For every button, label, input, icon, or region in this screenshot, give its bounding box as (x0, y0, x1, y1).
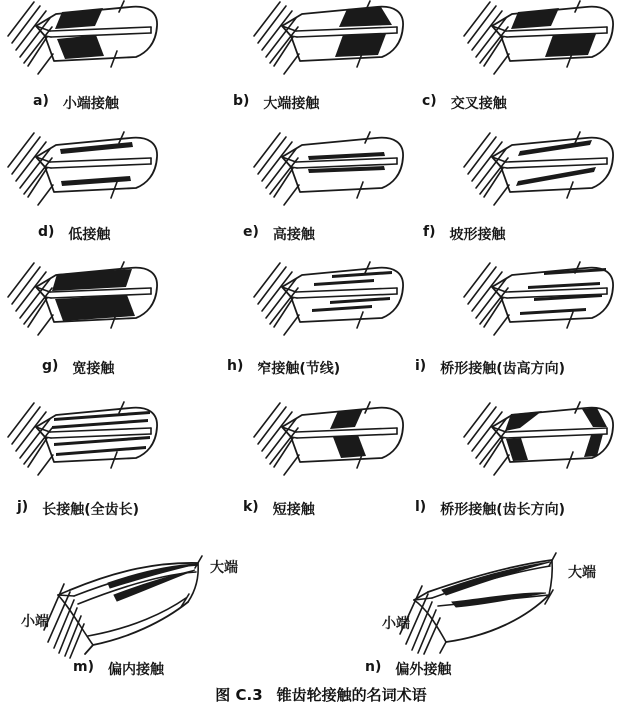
contact-patch (520, 308, 586, 315)
figure-caption-title: 锥齿轮接触的名词术语 (276, 686, 427, 704)
figure-label-i (415, 358, 565, 378)
small-end-face (58, 595, 93, 645)
hatch-line (274, 438, 293, 467)
figure-letter: n) (365, 659, 382, 675)
tooth-edge-line (506, 158, 607, 162)
figure-title: 短接触 (272, 502, 315, 518)
contact-patch (333, 435, 366, 458)
figure-letter: d) (38, 224, 55, 240)
figure-title: 坡形接触 (449, 227, 506, 243)
tooth-edge-line (51, 33, 151, 37)
contact-patch (52, 419, 148, 429)
figure-label-d (38, 224, 110, 244)
hatch-line (38, 315, 53, 335)
contact-patch (582, 408, 607, 427)
hatch-line (28, 168, 47, 197)
big-end-face (188, 563, 198, 602)
hatch-line (274, 298, 293, 327)
tooth-edge-line (291, 297, 297, 298)
hatch-line (494, 185, 509, 205)
figure-letter: a) (33, 93, 49, 109)
figure-title: 窄接触(节线) (257, 361, 341, 377)
break-tick (575, 132, 580, 143)
figure-letter: m) (73, 659, 94, 675)
hatch-line (284, 455, 299, 475)
hatch-line (484, 37, 503, 66)
contact-patch (55, 295, 135, 321)
gear-tooth-drawing-f (456, 131, 642, 211)
tooth-edge-line (50, 428, 151, 432)
contact-patch (442, 562, 550, 595)
figure-title: 高接触 (272, 227, 315, 243)
gear-tooth-drawing-g (0, 261, 200, 341)
hatch-line (284, 315, 299, 335)
contact-patch (452, 593, 546, 607)
hatch-line (38, 185, 53, 205)
contact-patch (516, 167, 596, 186)
hatch-line (494, 315, 509, 335)
contact-patch (54, 411, 150, 421)
break-tick (365, 262, 370, 273)
tooth-edge-line (296, 27, 397, 31)
big-end-label: 大端 (210, 560, 238, 576)
figure-letter: h) (227, 358, 244, 374)
figure-label-f (423, 224, 506, 244)
contact-patch (314, 279, 374, 286)
contact-patch (518, 140, 592, 156)
gear-tooth-drawing-b (246, 0, 446, 80)
tooth-edge-line (51, 164, 151, 168)
contact-patch (545, 34, 596, 57)
tooth-edge-line (296, 428, 397, 432)
figure-letter: l) (415, 499, 427, 515)
gear-tooth-drawing-k (246, 401, 446, 481)
figure-label-m (73, 659, 164, 679)
break-tick (440, 642, 446, 653)
figure-letter: e) (243, 224, 259, 240)
contact-patch (56, 446, 146, 456)
flank-line (88, 598, 186, 636)
figure-label-a (33, 93, 119, 113)
tooth-edge-line (45, 437, 51, 438)
hatch-line (274, 37, 293, 66)
tooth-edge-line (501, 437, 507, 438)
break-tick (575, 1, 580, 12)
figure-letter: g) (42, 358, 59, 374)
tooth-edge-line (45, 297, 51, 298)
hatch-line (38, 455, 53, 475)
figure-title: 偏外接触 (395, 662, 452, 678)
tooth-edge-line (501, 167, 507, 168)
tooth-edge-line (296, 288, 397, 292)
curved-gear-tooth-drawing-n (366, 546, 611, 661)
hatch-line (484, 438, 503, 467)
contact-patch (339, 7, 392, 27)
figure-label-g (42, 358, 114, 378)
figure-label-c (422, 93, 507, 113)
small-end-label: 小端 (382, 616, 410, 632)
figure-caption (0, 684, 642, 705)
break-tick (365, 132, 370, 143)
figure-title: 宽接触 (72, 361, 115, 377)
contact-patch (61, 176, 131, 186)
gear-tooth-drawing-a (0, 0, 200, 80)
figure-letter: i) (415, 358, 427, 374)
tooth-edge-line (45, 167, 51, 168)
hatch-line (494, 455, 509, 475)
contact-patch (511, 8, 559, 29)
hatch-line (274, 168, 293, 197)
figure-title: 桥形接触(齿高方向) (440, 361, 565, 377)
figure-label-l (415, 499, 565, 519)
hatch-line (484, 168, 503, 197)
figure-number: 图 C.3 (215, 686, 263, 704)
hatch-line (38, 54, 53, 74)
tooth-edge-line (291, 437, 297, 438)
hatch-line (284, 185, 299, 205)
figure-label-b (233, 93, 319, 113)
tooth-edge-line (291, 36, 297, 37)
break-tick (119, 402, 124, 413)
beak-ridge (58, 595, 74, 596)
hatch-line (494, 54, 509, 74)
figure-title: 小端接触 (62, 96, 119, 112)
figure-label-j (17, 499, 139, 519)
gear-tooth-drawing-j (0, 401, 200, 481)
tooth-bottom-curve (85, 602, 188, 654)
figure-letter: b) (233, 93, 250, 109)
figure-title: 低接触 (68, 227, 111, 243)
figure-title: 交叉接触 (450, 96, 507, 112)
figure-letter: k) (243, 499, 259, 515)
gear-tooth-drawing-i (456, 261, 642, 341)
figure-label-n (365, 659, 451, 679)
contact-patch (330, 297, 390, 304)
figure-label-e (243, 224, 315, 244)
contact-patch (505, 411, 542, 431)
gear-tooth-drawing-d (0, 131, 200, 211)
break-tick (119, 1, 124, 12)
tooth-edge-line (297, 294, 397, 298)
break-tick (575, 402, 580, 413)
tooth-edge-line (501, 297, 507, 298)
figure-title: 长接触(全齿长) (42, 502, 139, 518)
figure-title: 偏内接触 (108, 662, 164, 678)
tooth-edge-line (506, 428, 607, 432)
figure-letter: c) (422, 93, 437, 109)
big-end-label: 大端 (568, 565, 596, 581)
curved-gear-tooth-drawing-m (18, 550, 253, 665)
contact-patch (335, 34, 386, 57)
figure-label-k (243, 499, 315, 519)
tooth-edge-line (45, 36, 51, 37)
hatch-line (28, 37, 47, 66)
tooth-edge-line (506, 288, 607, 292)
tooth-edge-line (291, 167, 297, 168)
contact-patch (57, 35, 104, 59)
tooth-edge-line (507, 164, 607, 168)
hatch-line (424, 618, 440, 654)
hatch-line (284, 54, 299, 74)
hatch-line (484, 298, 503, 327)
contact-patch (52, 269, 132, 291)
contact-patch (55, 8, 103, 29)
tooth-edge-line (501, 36, 507, 37)
break-tick (365, 402, 370, 413)
figure-title: 桥形接触(齿长方向) (440, 502, 565, 518)
figure-title: 大端接触 (263, 96, 320, 112)
hatch-line (28, 298, 47, 327)
gear-tooth-drawing-e (246, 131, 446, 211)
figure-letter: f) (423, 224, 436, 240)
figure-letter: j) (17, 499, 29, 515)
hatch-line (28, 438, 47, 467)
gear-tooth-drawing-l (456, 401, 642, 481)
break-tick (119, 132, 124, 143)
figure-label-h (227, 358, 340, 378)
tooth-edge-line (50, 158, 151, 162)
gear-tooth-drawing-c (456, 0, 642, 80)
small-end-label: 小端 (21, 614, 49, 630)
gear-tooth-drawing-h (246, 261, 446, 341)
contact-patch (312, 305, 372, 312)
